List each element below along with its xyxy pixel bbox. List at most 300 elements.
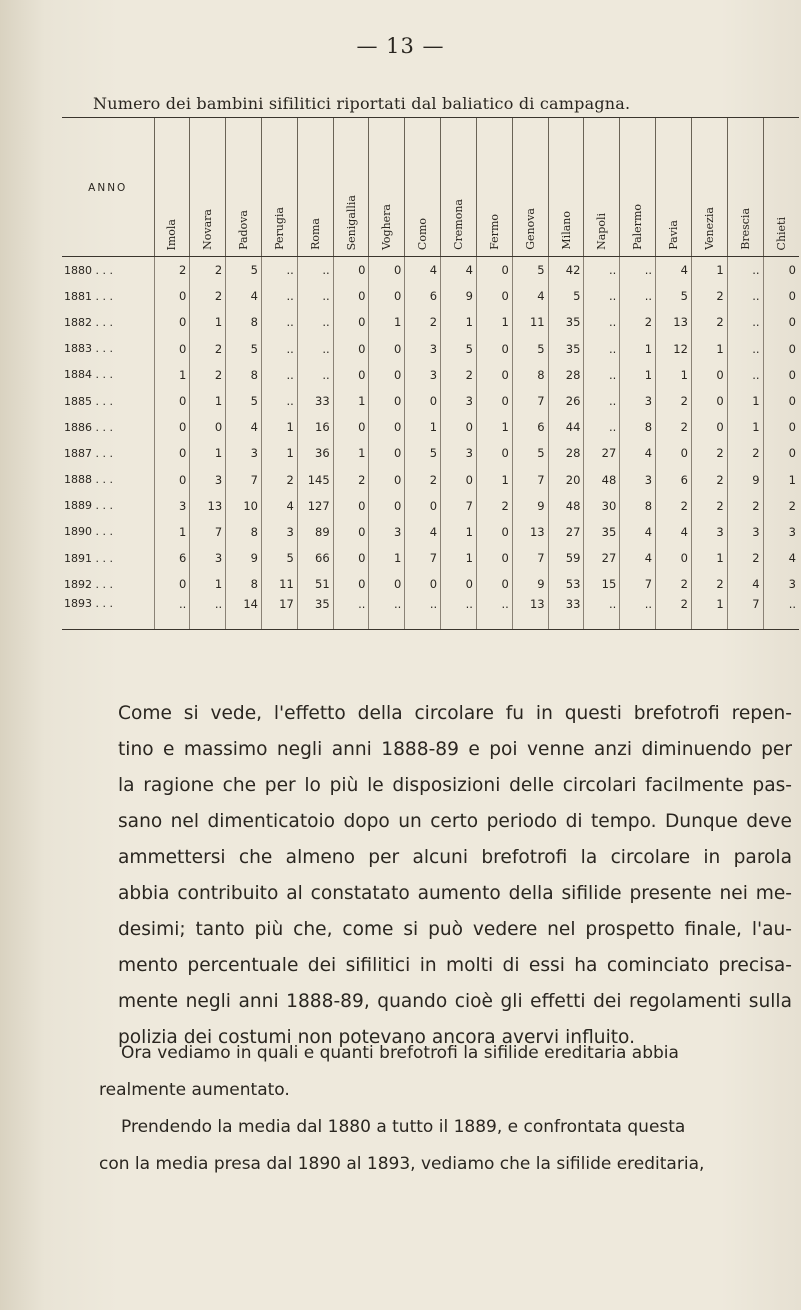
- value-cell: 59: [548, 545, 584, 571]
- value-cell: 0: [154, 467, 190, 493]
- city-header: Como: [405, 118, 441, 257]
- value-cell: 13: [512, 519, 548, 545]
- value-cell: 10: [226, 493, 262, 519]
- paragraph-2-3: [99, 1035, 794, 1183]
- value-cell: 0: [691, 414, 727, 440]
- value-cell: 6: [154, 545, 190, 571]
- city-header: Padova: [226, 118, 262, 257]
- city-header: Imola: [154, 118, 190, 257]
- value-cell: ..: [620, 597, 656, 630]
- value-cell: ..: [584, 597, 620, 630]
- value-cell: 1: [691, 545, 727, 571]
- value-cell: 2: [727, 545, 763, 571]
- value-cell: 5: [512, 257, 548, 284]
- table-row: [62, 414, 799, 440]
- value-cell: 0: [333, 493, 369, 519]
- value-cell: 5: [512, 336, 548, 362]
- value-cell: 6: [656, 467, 692, 493]
- value-cell: 20: [548, 467, 584, 493]
- city-header: Milano: [548, 118, 584, 257]
- value-cell: ..: [369, 597, 405, 630]
- value-cell: 3: [441, 388, 477, 414]
- value-cell: 8: [226, 519, 262, 545]
- text-line: ammettersi che almeno per alcuni brefotrofi la circolare in parola: [118, 847, 792, 868]
- year-cell: 1884 . . .: [64, 368, 113, 382]
- value-cell: ..: [154, 597, 190, 630]
- value-cell: 33: [297, 388, 333, 414]
- city-header: Senigallia: [333, 118, 369, 257]
- value-cell: 0: [405, 493, 441, 519]
- value-cell: 1: [441, 519, 477, 545]
- year-cell: 1893 . . .: [62, 597, 154, 630]
- value-cell: 27: [548, 519, 584, 545]
- value-cell: 0: [763, 257, 799, 284]
- value-cell: 28: [548, 440, 584, 466]
- value-cell: 4: [405, 257, 441, 284]
- value-cell: 3: [405, 362, 441, 388]
- table-row: [62, 336, 799, 362]
- text-line: mente negli anni 1888-89, quando cioè gli effetti dei regolamenti sulla: [118, 991, 792, 1012]
- value-cell: 8: [226, 362, 262, 388]
- value-cell: 0: [656, 545, 692, 571]
- value-cell: 2: [656, 597, 692, 630]
- value-cell: ..: [620, 257, 656, 284]
- city-header: Novara: [190, 118, 226, 257]
- table-row: [62, 440, 799, 466]
- text-line: mento percentuale dei sifilitici in molti di essi ha cominciato precisa-: [118, 955, 792, 976]
- table-row: [62, 283, 799, 309]
- value-cell: 0: [333, 545, 369, 571]
- value-cell: 2: [190, 362, 226, 388]
- value-cell: 16: [297, 414, 333, 440]
- value-cell: 28: [548, 362, 584, 388]
- year-cell: 1889 . . .: [64, 499, 113, 513]
- value-cell: 0: [190, 414, 226, 440]
- value-cell: 35: [548, 336, 584, 362]
- value-cell: 0: [369, 257, 405, 284]
- value-cell: 53: [548, 571, 584, 597]
- value-cell: ..: [261, 388, 297, 414]
- value-cell: ..: [441, 597, 477, 630]
- value-cell: ..: [620, 283, 656, 309]
- value-cell: 5: [405, 440, 441, 466]
- text-line: desimi; tanto più che, come si può vedere nel prospetto finale, l'au-: [118, 919, 792, 940]
- value-cell: ..: [261, 336, 297, 362]
- city-header: Voghera: [369, 118, 405, 257]
- table-row: [62, 467, 799, 493]
- value-cell: 9: [512, 493, 548, 519]
- value-cell: 1: [441, 309, 477, 335]
- value-cell: 0: [691, 388, 727, 414]
- text-line: con la media presa dal 1890 al 1893, vediamo che la sifilide ereditaria,: [99, 1154, 705, 1174]
- value-cell: 1: [441, 545, 477, 571]
- value-cell: 0: [763, 309, 799, 335]
- value-cell: 13: [512, 597, 548, 630]
- table-row: [62, 362, 799, 388]
- value-cell: 2: [656, 414, 692, 440]
- value-cell: 1: [620, 362, 656, 388]
- city-header: Genova: [512, 118, 548, 257]
- value-cell: 4: [656, 257, 692, 284]
- year-cell: 1892 . . .: [64, 577, 113, 591]
- value-cell: 0: [154, 388, 190, 414]
- value-cell: ..: [584, 362, 620, 388]
- year-cell: 1886 . . .: [64, 420, 113, 434]
- value-cell: 2: [691, 309, 727, 335]
- value-cell: 3: [190, 545, 226, 571]
- value-cell: 42: [548, 257, 584, 284]
- table-row: [62, 388, 799, 414]
- value-cell: 35: [297, 597, 333, 630]
- text-line: Come si vede, l'effetto della circolare fu in questi brefotrofi repen-: [118, 703, 792, 724]
- paragraph-1: [118, 696, 792, 1056]
- value-cell: 2: [727, 493, 763, 519]
- value-cell: 1: [691, 257, 727, 284]
- value-cell: 0: [369, 414, 405, 440]
- value-cell: 1: [620, 336, 656, 362]
- page-number: — 13 —: [356, 34, 445, 58]
- value-cell: 7: [512, 545, 548, 571]
- table-row: [62, 597, 799, 630]
- value-cell: 0: [333, 414, 369, 440]
- city-header: Roma: [297, 118, 333, 257]
- value-cell: 0: [476, 440, 512, 466]
- value-cell: 4: [226, 283, 262, 309]
- value-cell: 0: [763, 388, 799, 414]
- value-cell: ..: [297, 283, 333, 309]
- value-cell: 2: [261, 467, 297, 493]
- value-cell: 4: [441, 257, 477, 284]
- value-cell: 0: [154, 336, 190, 362]
- value-cell: 1: [727, 414, 763, 440]
- value-cell: 7: [226, 467, 262, 493]
- value-cell: 2: [441, 362, 477, 388]
- value-cell: 2: [476, 493, 512, 519]
- value-cell: 7: [441, 493, 477, 519]
- value-cell: 3: [369, 519, 405, 545]
- value-cell: 5: [512, 440, 548, 466]
- value-cell: 0: [476, 545, 512, 571]
- city-header: Brescia: [727, 118, 763, 257]
- value-cell: 3: [261, 519, 297, 545]
- value-cell: 0: [333, 519, 369, 545]
- value-cell: 27: [584, 440, 620, 466]
- value-cell: 4: [620, 545, 656, 571]
- value-cell: 1: [691, 336, 727, 362]
- table-header-row: [62, 118, 799, 257]
- value-cell: 2: [691, 571, 727, 597]
- value-cell: 7: [620, 571, 656, 597]
- value-cell: 145: [297, 467, 333, 493]
- value-cell: ..: [727, 283, 763, 309]
- value-cell: 1: [405, 414, 441, 440]
- value-cell: ..: [297, 257, 333, 284]
- value-cell: 1: [476, 467, 512, 493]
- value-cell: 1: [476, 414, 512, 440]
- text-line: Prendendo la media dal 1880 a tutto il 1889, e confrontata questa: [121, 1117, 686, 1137]
- value-cell: 4: [512, 283, 548, 309]
- value-cell: 3: [441, 440, 477, 466]
- value-cell: 0: [476, 519, 512, 545]
- value-cell: 7: [512, 388, 548, 414]
- table-row: [62, 571, 799, 597]
- value-cell: 127: [297, 493, 333, 519]
- year-cell: 1883 . . .: [64, 342, 113, 356]
- text-line: Ora vediamo in quali e quanti brefotrofi la sifilide ereditaria abbia: [121, 1043, 679, 1063]
- value-cell: 7: [190, 519, 226, 545]
- value-cell: ..: [333, 597, 369, 630]
- value-cell: ..: [261, 257, 297, 284]
- year-cell: 1891 . . .: [64, 551, 113, 565]
- value-cell: 11: [512, 309, 548, 335]
- value-cell: 0: [476, 257, 512, 284]
- value-cell: 2: [656, 493, 692, 519]
- value-cell: 27: [584, 545, 620, 571]
- value-cell: 13: [190, 493, 226, 519]
- value-cell: 0: [333, 336, 369, 362]
- value-cell: 0: [763, 440, 799, 466]
- value-cell: 0: [369, 493, 405, 519]
- value-cell: 2: [727, 440, 763, 466]
- value-cell: 26: [548, 388, 584, 414]
- value-cell: 30: [584, 493, 620, 519]
- value-cell: 2: [691, 440, 727, 466]
- value-cell: 1: [333, 388, 369, 414]
- value-cell: 3: [226, 440, 262, 466]
- table-body: [62, 257, 799, 630]
- city-header: Palermo: [620, 118, 656, 257]
- value-cell: 0: [154, 414, 190, 440]
- value-cell: 48: [584, 467, 620, 493]
- city-header: Napoli: [584, 118, 620, 257]
- value-cell: 4: [656, 519, 692, 545]
- city-header: Fermo: [476, 118, 512, 257]
- value-cell: 1: [333, 440, 369, 466]
- value-cell: 2: [333, 467, 369, 493]
- value-cell: 0: [441, 571, 477, 597]
- value-cell: 1: [190, 309, 226, 335]
- value-cell: ..: [727, 336, 763, 362]
- value-cell: 5: [441, 336, 477, 362]
- year-cell: 1885 . . .: [64, 394, 113, 408]
- value-cell: 0: [476, 571, 512, 597]
- value-cell: 5: [226, 388, 262, 414]
- table-row: [62, 257, 799, 284]
- value-cell: ..: [297, 336, 333, 362]
- value-cell: 0: [763, 283, 799, 309]
- value-cell: 8: [620, 414, 656, 440]
- table-row: [62, 545, 799, 571]
- value-cell: 2: [405, 309, 441, 335]
- value-cell: 0: [763, 362, 799, 388]
- value-cell: ..: [727, 309, 763, 335]
- value-cell: 1: [727, 388, 763, 414]
- value-cell: 2: [190, 283, 226, 309]
- value-cell: 2: [691, 283, 727, 309]
- value-cell: ..: [405, 597, 441, 630]
- value-cell: 0: [405, 388, 441, 414]
- value-cell: ..: [727, 257, 763, 284]
- value-cell: 0: [333, 257, 369, 284]
- value-cell: 1: [369, 545, 405, 571]
- value-cell: 0: [476, 336, 512, 362]
- value-cell: 3: [727, 519, 763, 545]
- value-cell: ..: [584, 283, 620, 309]
- value-cell: 8: [620, 493, 656, 519]
- value-cell: 48: [548, 493, 584, 519]
- value-cell: 6: [405, 283, 441, 309]
- statistics-table: [62, 117, 799, 630]
- year-column-header: ANNO: [62, 118, 154, 257]
- value-cell: 2: [656, 571, 692, 597]
- value-cell: 1: [369, 309, 405, 335]
- year-cell: 1888 . . .: [64, 473, 113, 487]
- value-cell: ..: [763, 597, 799, 630]
- value-cell: 12: [656, 336, 692, 362]
- value-cell: 2: [190, 336, 226, 362]
- value-cell: 3: [405, 336, 441, 362]
- value-cell: ..: [261, 362, 297, 388]
- value-cell: 9: [441, 283, 477, 309]
- value-cell: 14: [226, 597, 262, 630]
- value-cell: 2: [154, 257, 190, 284]
- value-cell: 7: [727, 597, 763, 630]
- value-cell: 0: [441, 467, 477, 493]
- year-cell: 1881 . . .: [64, 289, 113, 303]
- value-cell: 4: [620, 440, 656, 466]
- value-cell: 3: [691, 519, 727, 545]
- value-cell: 13: [656, 309, 692, 335]
- value-cell: 0: [333, 571, 369, 597]
- value-cell: 51: [297, 571, 333, 597]
- value-cell: ..: [261, 309, 297, 335]
- year-cell: 1882 . . .: [64, 315, 113, 329]
- value-cell: 7: [512, 467, 548, 493]
- value-cell: 5: [261, 545, 297, 571]
- value-cell: 1: [691, 597, 727, 630]
- city-header: Pavia: [656, 118, 692, 257]
- table-row: [62, 309, 799, 335]
- value-cell: 4: [763, 545, 799, 571]
- value-cell: 0: [476, 362, 512, 388]
- text-line: tino e massimo negli anni 1888-89 e poi venne anzi diminuendo per: [118, 739, 792, 760]
- city-header: Perugia: [261, 118, 297, 257]
- value-cell: 1: [261, 440, 297, 466]
- value-cell: 0: [405, 571, 441, 597]
- value-cell: 5: [548, 283, 584, 309]
- value-cell: 1: [190, 388, 226, 414]
- value-cell: 1: [190, 571, 226, 597]
- table-row: [62, 519, 799, 545]
- value-cell: 0: [369, 362, 405, 388]
- value-cell: 1: [763, 467, 799, 493]
- value-cell: 2: [405, 467, 441, 493]
- value-cell: 3: [620, 467, 656, 493]
- value-cell: 3: [763, 519, 799, 545]
- value-cell: 0: [763, 414, 799, 440]
- value-cell: 8: [226, 571, 262, 597]
- value-cell: 6: [512, 414, 548, 440]
- text-line: realmente aumentato.: [99, 1080, 290, 1100]
- value-cell: 7: [405, 545, 441, 571]
- text-line: la ragione che per lo più le disposizioni delle circolari facilmente pas-: [118, 775, 792, 796]
- value-cell: 44: [548, 414, 584, 440]
- value-cell: 2: [763, 493, 799, 519]
- value-cell: 2: [620, 309, 656, 335]
- value-cell: ..: [584, 414, 620, 440]
- year-cell: 1887 . . .: [64, 446, 113, 460]
- value-cell: 0: [369, 571, 405, 597]
- value-cell: 3: [620, 388, 656, 414]
- value-cell: 0: [154, 571, 190, 597]
- table-row: [62, 493, 799, 519]
- value-cell: 0: [476, 388, 512, 414]
- value-cell: 4: [727, 571, 763, 597]
- value-cell: 3: [190, 467, 226, 493]
- city-header: Cremona: [441, 118, 477, 257]
- value-cell: 0: [154, 309, 190, 335]
- value-cell: 0: [333, 309, 369, 335]
- value-cell: 36: [297, 440, 333, 466]
- value-cell: 89: [297, 519, 333, 545]
- value-cell: 11: [261, 571, 297, 597]
- year-cell: 1890 . . .: [64, 525, 113, 539]
- value-cell: 0: [656, 440, 692, 466]
- value-cell: ..: [727, 362, 763, 388]
- value-cell: 17: [261, 597, 297, 630]
- value-cell: 8: [226, 309, 262, 335]
- value-cell: 33: [548, 597, 584, 630]
- value-cell: 1: [154, 362, 190, 388]
- value-cell: ..: [584, 309, 620, 335]
- value-cell: 2: [656, 388, 692, 414]
- text-line: abbia contribuito al constatato aumento della sifilide presente nei me-: [118, 883, 792, 904]
- value-cell: 0: [441, 414, 477, 440]
- value-cell: 5: [656, 283, 692, 309]
- year-cell: 1880 . . .: [64, 263, 113, 277]
- city-header: Venezia: [691, 118, 727, 257]
- value-cell: 0: [333, 362, 369, 388]
- value-cell: 3: [154, 493, 190, 519]
- value-cell: 0: [333, 283, 369, 309]
- value-cell: 0: [369, 440, 405, 466]
- value-cell: ..: [584, 257, 620, 284]
- value-cell: ..: [261, 283, 297, 309]
- value-cell: 2: [691, 467, 727, 493]
- value-cell: 1: [154, 519, 190, 545]
- value-cell: 9: [512, 571, 548, 597]
- value-cell: 1: [190, 440, 226, 466]
- value-cell: 0: [154, 283, 190, 309]
- value-cell: 0: [369, 336, 405, 362]
- value-cell: 8: [512, 362, 548, 388]
- value-cell: 0: [154, 440, 190, 466]
- value-cell: 3: [763, 571, 799, 597]
- value-cell: 1: [656, 362, 692, 388]
- value-cell: ..: [297, 309, 333, 335]
- value-cell: 2: [190, 257, 226, 284]
- value-cell: 5: [226, 257, 262, 284]
- value-cell: 0: [476, 283, 512, 309]
- text-line: polizia dei costumi non potevano ancora avervi influito.: [118, 1027, 635, 1048]
- value-cell: ..: [190, 597, 226, 630]
- value-cell: 66: [297, 545, 333, 571]
- value-cell: ..: [476, 597, 512, 630]
- value-cell: 2: [691, 493, 727, 519]
- value-cell: 15: [584, 571, 620, 597]
- value-cell: 5: [226, 336, 262, 362]
- value-cell: 0: [369, 467, 405, 493]
